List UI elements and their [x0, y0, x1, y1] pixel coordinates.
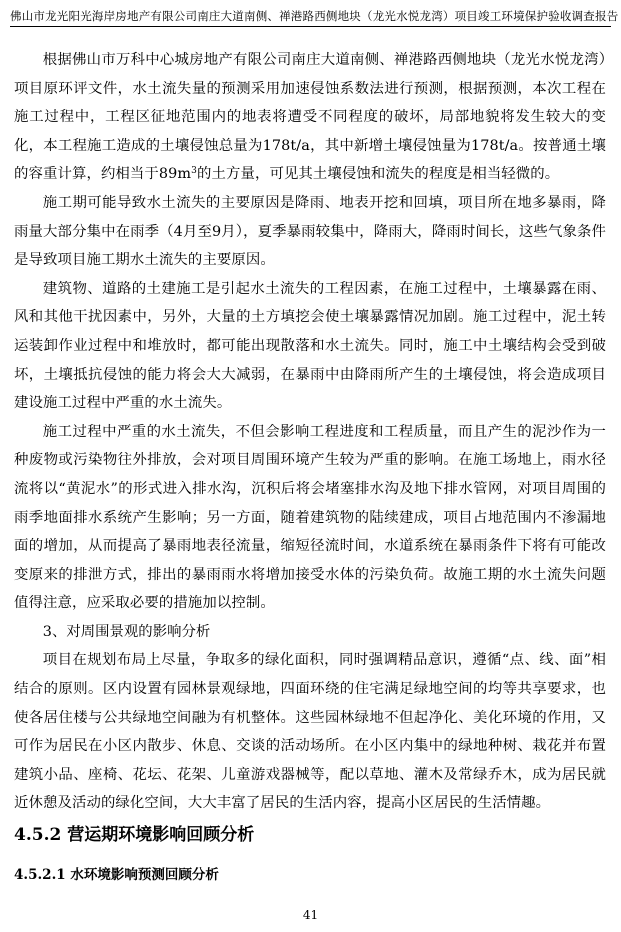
paragraph-erosion-impact: 施工过程中严重的水土流失，不但会影响工程进度和工程质量，而且产生的泥沙作为一种废物或污染物往外排放，会对项目周围环境产生较为严重的影响。在施工场地上，雨水径流将以“黄泥水”的形式进入排水沟，沉积后将会堵塞排水沟及地下排水管网，对项目周围的雨季地面排水系统产生影响；另一方面，随着建筑物的陆续建成，项目占地范围内不渗漏地面的增加，从而提高了暴雨地表径流量，缩短径流时间，水道系统在暴雨条件下将有可能改变原来的排泄方式，排出的暴雨雨水将增加接受水体的污染负荷。故施工期的水土流失问题值得注意，应采取必要的措施加以控制。 [14, 423, 606, 612]
paragraph-landscape: 项目在规划布局上尽量，争取多的绿化面积，同时强调精品意识，遵循“点、线、面”相结合的原则。区内设置有园林景观绿地，四面环绕的住宅满足绿地空间的均等共享要求，也使各居住楼与公共绿地空间融为有机整体。这些园林绿地不但起净化、美化环境的作用，又可作为居民在小区内散步、休息、交谈的活动场所。在小区内集中的绿地种树、栽花并布置建筑小品、座椅、花坛、花架、儿童游戏器械等，配以草地、灌木及常绿乔木，成为居民就近休憩及活动的绿化空间，大大丰富了居民的生活内容，提高小区居民的生活情趣。 [14, 652, 606, 812]
superscript-3: 3 [191, 166, 197, 177]
section-heading-4-5-2: 4.5.2 营运期环境影响回顾分析 [14, 825, 255, 845]
subsection-landscape-impact: 3、对周围景观的影响分析 [42, 623, 211, 640]
paragraph-text-continued: 的土方量，可见其土壤侵蚀和流失的程度是相当轻微的。 [197, 166, 560, 183]
paragraph-text: 根据佛山市万科中心城房地产有限公司南庄大道南侧、禅港路西侧地块（龙光水悦龙湾）项目原环评文件，水土流失量的预测采用加速侵蚀系数法进行预测，根据预测，本次工程在施工过程中，工程区征地范围内的地表将遭受不同程度的破坏，局部地貌将发生较大的变化，本工程施工造成的土壤侵蚀总量为178t/a，其中新增土壤侵蚀量为178t/a。按普通土壤的容重计算，约相当于89m [14, 52, 606, 183]
section-heading-4-5-2-1: 4.5.2.1 水环境影响预测回顾分析 [14, 867, 219, 883]
paragraph-soil-erosion-prediction [14, 46, 606, 189]
page-number: 41 [302, 908, 319, 922]
paragraph-construction-factors: 建筑物、道路的土建施工是引起水土流失的工程因素，在施工过程中，土壤暴露在雨、风和其他干扰因素中，另外，大量的土方填挖会使土壤暴露情况加剧。施工过程中，泥土转运装卸作业过程中和堆放时，都可能出现散落和水土流失。同时，施工中土壤结构会受到破坏，土壤抵抗侵蚀的能力将会大大减弱，在暴雨中由降雨所产生的土壤侵蚀，将会造成项目建设施工过程中严重的水土流失。 [14, 280, 606, 412]
page-header: 佛山市龙光阳光海岸房地产有限公司南庄大道南侧、禅港路西侧地块（龙光水悦龙湾）项目竣工环境保护验收调查报告 [10, 9, 619, 23]
header-divider [10, 26, 611, 27]
paragraph-erosion-causes: 施工期可能导致水土流失的主要原因是降雨、地表开挖和回填，项目所在地多暴雨，降雨量大部分集中在雨季（4月至9月），夏季暴雨较集中，降雨大，降雨时间长，这些气象条件是导致项目施工期水土流失的主要原因。 [14, 194, 606, 269]
document-body [14, 46, 606, 818]
